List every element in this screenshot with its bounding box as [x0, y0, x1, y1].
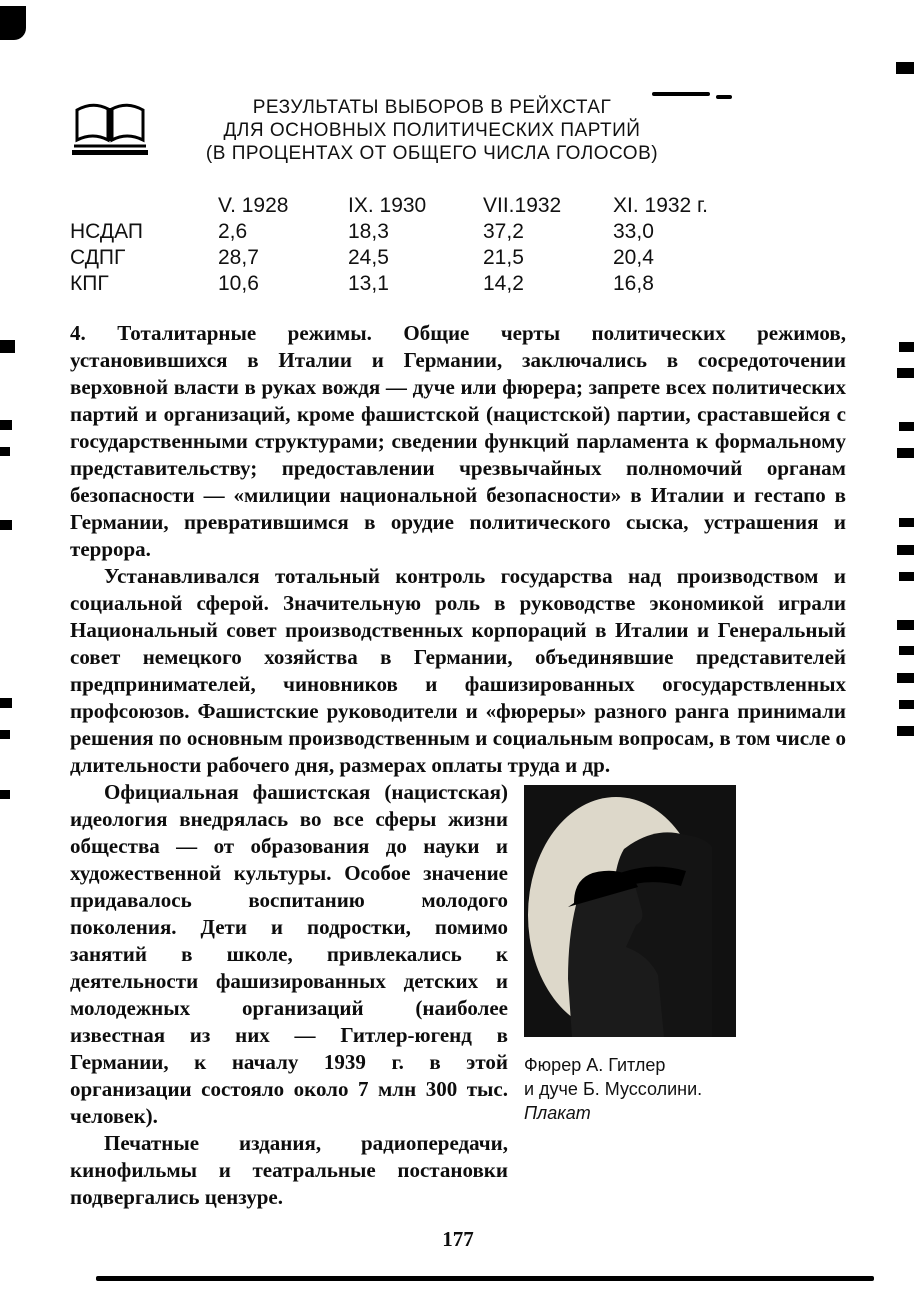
table-value: 33,0 [613, 220, 654, 243]
hitler-mussolini-poster-image [524, 785, 736, 1037]
scan-artifact [897, 620, 914, 630]
scan-artifact [899, 342, 914, 352]
table-title [158, 96, 706, 165]
paragraph-3: Официальная фашистская (нацистская) идеология внедрялась во все сферы жизни общества — от образования до науки и художественной культуры. Особое значение придавалось воспитанию молодого поколения. Дети и подростки, помимо занятий в школе, привлекались к деятельности фашизированных детских и молодежных организаций (наиболее известная из них — Гитлер-югенд в Германии, к началу 1939 г. в этой организации состояло около 7 млн 300 тыс. человек). [70, 780, 508, 1128]
scan-artifact [0, 790, 10, 799]
table-value: 24,5 [348, 246, 389, 269]
table-value: 21,5 [483, 246, 524, 269]
paragraph-4: Печатные издания, радиопередачи, кинофильмы и театральные постановки подвергались цензуре. [70, 1131, 508, 1209]
scan-artifact [96, 1276, 874, 1281]
scan-artifact [0, 698, 12, 708]
table-value: 10,6 [218, 272, 259, 295]
table-value: 18,3 [348, 220, 389, 243]
paragraph-2: Устанавливался тотальный контроль государства над производством и социальной сферой. Значительную роль в руководстве экономикой играли Национальный совет производственных корпораций в Италии и Генеральный совет немецкого хозяйства в Германии, объединявшие представителей предпринимателей, чиновников и фашизированных огосударствленных профсоюзов. Фашистские руководители и «фюреры» разного ранга принимали решения по основным производственным и социальным вопросам, в том числе о длительности рабочего дня, размерах оплаты труда и др. [70, 564, 846, 777]
table-col-header: VII.1932 [483, 194, 562, 217]
scan-artifact [896, 62, 914, 74]
figure [524, 785, 846, 1211]
caption-line1: Фюрер А. Гитлер [524, 1055, 666, 1075]
table-col-header: IX. 1930 [348, 194, 427, 217]
table-value: 13,1 [348, 272, 389, 295]
table-col-header: V. 1928 [218, 194, 289, 217]
scan-artifact [652, 92, 710, 96]
party-name: НСДАП [70, 220, 143, 243]
scan-artifact [899, 572, 914, 581]
table-header-block [70, 96, 846, 165]
table-title-line1: РЕЗУЛЬТАТЫ ВЫБОРОВ В РЕЙХСТАГ [252, 97, 612, 118]
scan-artifact [897, 368, 914, 378]
scan-artifact [897, 673, 914, 683]
section-heading: 4. Тоталитарные режимы. [70, 321, 372, 345]
page-number: 177 [442, 1227, 474, 1251]
table-value: 20,4 [613, 246, 654, 269]
scan-artifact [899, 646, 914, 655]
scan-artifact [899, 422, 914, 431]
caption-line3: Плакат [524, 1103, 591, 1123]
paragraph-1-text: Общие черты политических режимов, установившихся в Италии и Германии, заключались в сосредоточении верховной власти в руках вождя — дуче или фюрера; запрете всех политических партий и организаций, кроме фашистской (нацистской) партии, сраставшейся с государственными структурами; сведении функций парламента к формальному представительству; предоставлении чрезвычайных полномочий органам безопасности — «милиции национальной безопасности» в Италии и гестапо в Германии, превратившимся в орудие политического сыска, устрашения и террора. [70, 321, 846, 561]
table-title-line2: ДЛЯ ОСНОВНЫХ ПОЛИТИЧЕСКИХ ПАРТИЙ [223, 120, 641, 141]
party-name: КПГ [70, 272, 109, 295]
table-value: 16,8 [613, 272, 654, 295]
table-value: 2,6 [218, 220, 248, 243]
scan-artifact [0, 447, 10, 456]
paragraph-1 [70, 320, 846, 563]
scan-artifact [716, 95, 732, 99]
scan-artifact [0, 340, 15, 353]
election-results-table [70, 193, 846, 296]
scan-artifact [0, 520, 12, 530]
table-value: 28,7 [218, 246, 259, 269]
table-title-line3: (В ПРОЦЕНТАХ ОТ ОБЩЕГО ЧИСЛА ГОЛОСОВ) [205, 143, 659, 164]
figure-caption [524, 1053, 846, 1125]
scan-artifact [897, 448, 914, 458]
text-and-figure-row [70, 779, 846, 1211]
table-value: 37,2 [483, 220, 524, 243]
scan-artifact [0, 6, 26, 40]
table-col-header: XI. 1932 г. [613, 194, 708, 217]
section-body [70, 320, 846, 1211]
party-name: СДПГ [70, 246, 126, 269]
scan-artifact [897, 726, 914, 736]
scan-artifact [0, 730, 10, 739]
scan-artifact [897, 545, 914, 555]
caption-line2: и дуче Б. Муссолини. [524, 1079, 703, 1099]
open-book-icon [70, 98, 152, 163]
scan-artifact [0, 420, 12, 430]
table-corner-cell [70, 193, 218, 218]
scan-artifact [899, 700, 914, 709]
table-value: 14,2 [483, 272, 524, 295]
scan-artifact [899, 518, 914, 527]
narrow-text-column [70, 779, 508, 1211]
